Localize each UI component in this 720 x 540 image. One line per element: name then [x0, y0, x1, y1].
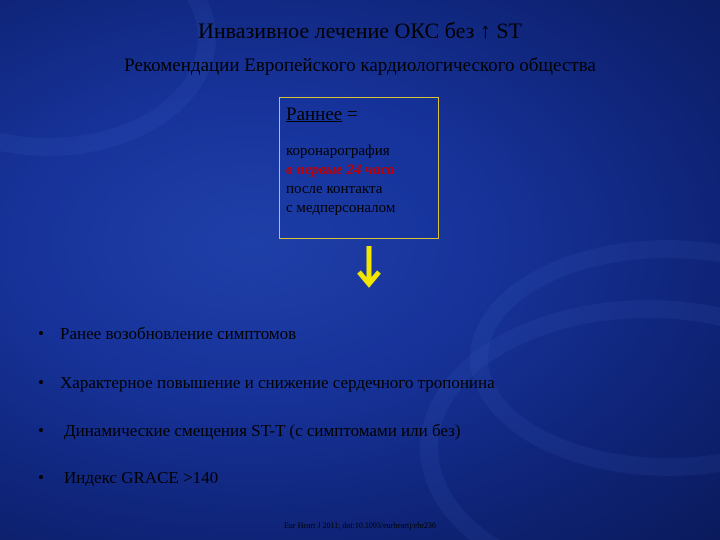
bullet-dot: •: [38, 373, 44, 392]
bullet-dot: •: [38, 468, 44, 487]
down-arrow-icon: [356, 244, 382, 288]
bullet-text: Ранее возобновление симптомов: [60, 324, 297, 343]
bullet-item: [38, 373, 495, 393]
definition-box: [279, 97, 439, 239]
bullet-text: Динамические смещения ST-T (с симптомами или без): [64, 421, 461, 440]
bullet-text: Индекс GRACE >140: [64, 468, 219, 487]
citation-footer: Eur Heart J 2011; doi:10.1093/eurheartj/ehr236: [284, 521, 436, 530]
slide-subtitle: Рекомендации Европейского кардиологического общества: [124, 55, 596, 76]
box-heading: [286, 104, 434, 126]
bullet-item: [38, 324, 296, 344]
box-line-4: с медперсоналом: [286, 200, 396, 216]
box-heading-word: Раннее: [286, 104, 343, 125]
bullet-dot: •: [38, 324, 44, 343]
bullet-text: Характерное повышение и снижение сердечного тропонина: [60, 373, 495, 392]
box-heading-sign: =: [342, 104, 358, 125]
box-line-3: после контакта: [286, 181, 383, 197]
box-line-2-highlight: в первые 24 часа: [286, 162, 395, 178]
bullet-dot: •: [38, 421, 44, 440]
box-line-1: коронарография: [286, 143, 390, 159]
bullet-item: [38, 421, 461, 441]
bullet-item: [38, 468, 218, 488]
slide-title: Инвазивное лечение ОКС без ↑ ST: [197, 18, 522, 43]
